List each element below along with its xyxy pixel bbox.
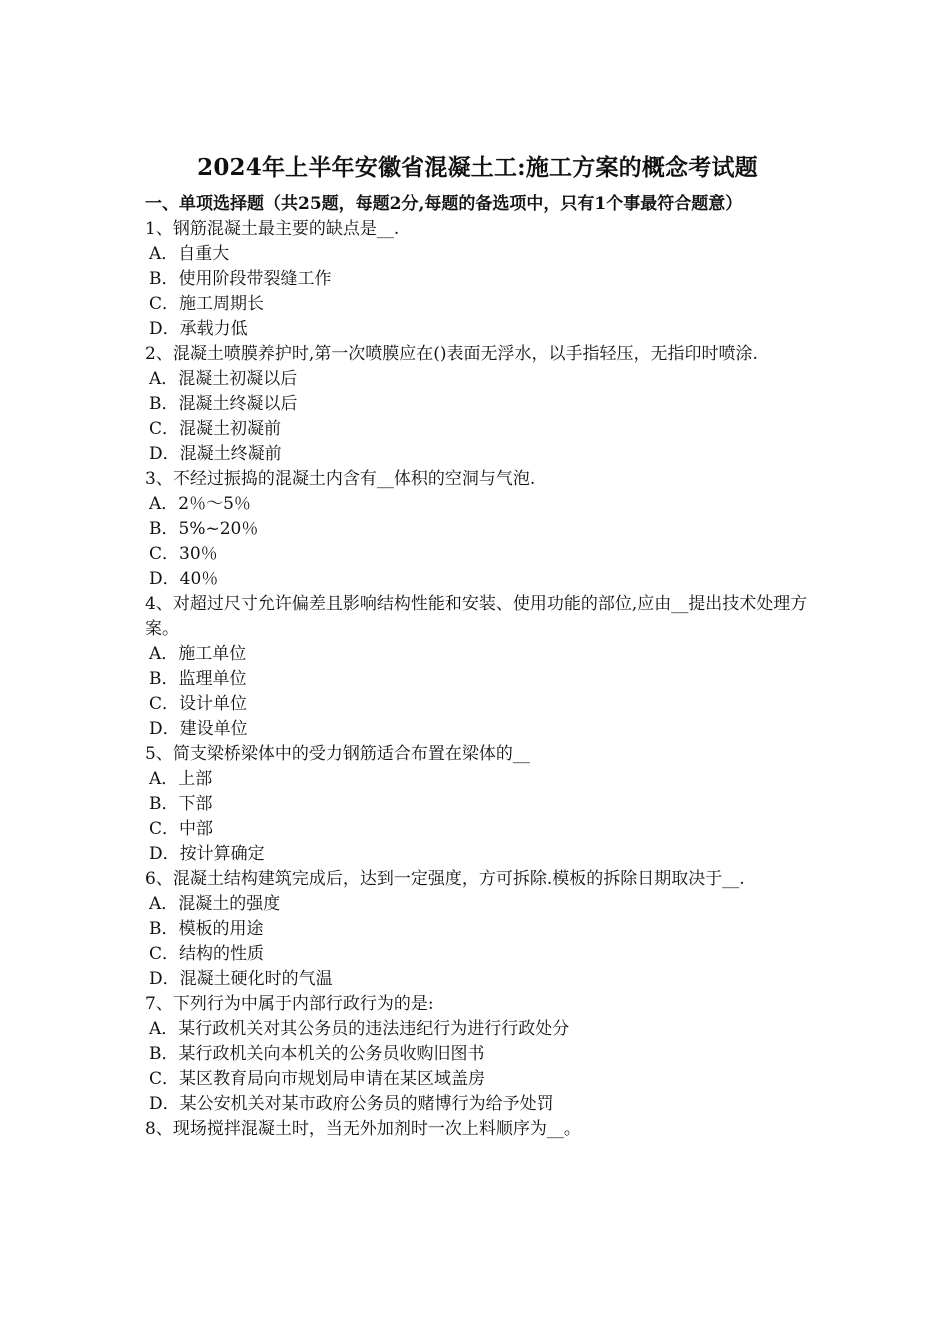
option-letter: B． (149, 519, 179, 539)
option-letter: D． (149, 719, 180, 739)
answer-option (145, 517, 810, 542)
option-letter: C． (149, 544, 180, 564)
question-stem: 3、不经过振捣的混凝土内含有__体积的空洞与气泡. (145, 469, 536, 489)
option-text: 某行政机关对其公务员的违法违纪行为进行行政处分 (178, 1019, 570, 1039)
option-letter: A． (149, 769, 179, 789)
option-letter: C． (149, 819, 180, 839)
option-text: 按计算确定 (179, 844, 265, 864)
question-block (145, 742, 810, 867)
option-text: 混凝土终凝以后 (178, 394, 298, 414)
answer-option (145, 892, 810, 917)
section-heading: 一、单项选择题（共25题，每题2分,每题的备选项中，只有1个事最符合题意） (145, 194, 743, 214)
option-letter: B． (149, 669, 179, 689)
option-letter: A． (149, 369, 179, 389)
option-text: 下部 (178, 794, 213, 814)
option-letter: A． (149, 244, 179, 264)
option-text: 自重大 (178, 244, 230, 264)
option-letter: D． (149, 969, 180, 989)
option-text: 40％ (179, 569, 219, 589)
question-block (145, 217, 810, 342)
question-block (145, 992, 810, 1117)
answer-option (145, 392, 810, 417)
option-text: 施工周期长 (179, 294, 265, 314)
question-stem: 8、现场搅拌混凝土时，当无外加剂时一次上料顺序为__。 (145, 1119, 581, 1139)
option-text: 混凝土终凝前 (179, 444, 282, 464)
option-letter: A． (149, 644, 179, 664)
option-text: 2％～5％ (178, 494, 251, 514)
option-letter: D． (149, 1094, 180, 1114)
option-text: 某区教育局向市规划局申请在某区域盖房 (179, 1069, 486, 1089)
answer-option (145, 417, 810, 442)
answer-option (145, 967, 810, 992)
option-text: 中部 (179, 819, 214, 839)
answer-option (145, 442, 810, 467)
option-text: 施工单位 (178, 644, 247, 664)
answer-option (145, 267, 810, 292)
answer-option (145, 1042, 810, 1067)
answer-option (145, 492, 810, 517)
option-letter: C． (149, 419, 180, 439)
option-text: 承载力低 (179, 319, 248, 339)
answer-option (145, 842, 810, 867)
option-letter: B． (149, 919, 179, 939)
option-letter: C． (149, 944, 180, 964)
option-letter: D． (149, 319, 180, 339)
answer-option (145, 917, 810, 942)
question-block (145, 592, 810, 742)
option-letter: C． (149, 294, 180, 314)
answer-option (145, 667, 810, 692)
answer-option (145, 692, 810, 717)
option-text: 结构的性质 (179, 944, 265, 964)
answer-option (145, 817, 810, 842)
option-letter: C． (149, 694, 180, 714)
option-letter: B． (149, 794, 179, 814)
question-block (145, 1117, 810, 1142)
question-stem: 7、下列行为中属于内部行政行为的是: (145, 994, 434, 1014)
question-block (145, 467, 810, 592)
option-text: 模板的用途 (178, 919, 264, 939)
option-letter: A． (149, 1019, 179, 1039)
option-letter: B． (149, 269, 179, 289)
option-letter: D． (149, 444, 180, 464)
option-letter: A． (149, 894, 179, 914)
option-text: 5%~20％ (178, 519, 259, 539)
answer-option (145, 642, 810, 667)
option-letter: A． (149, 494, 179, 514)
option-text: 某公安机关对某市政府公务员的赌博行为给予处罚 (179, 1094, 554, 1114)
option-text: 上部 (178, 769, 213, 789)
answer-option (145, 292, 810, 317)
answer-option (145, 1092, 810, 1117)
question-list (145, 217, 810, 1142)
option-letter: D． (149, 569, 180, 589)
answer-option (145, 1017, 810, 1042)
option-text: 设计单位 (179, 694, 248, 714)
document-title: 2024年上半年安徽省混凝土工:施工方案的概念考试题 (197, 154, 758, 181)
question-stem: 5、简支梁桥梁体中的受力钢筋适合布置在梁体的__ (145, 744, 530, 764)
option-text: 混凝土的强度 (178, 894, 281, 914)
option-text: 30％ (179, 544, 218, 564)
answer-option (145, 767, 810, 792)
option-letter: D． (149, 844, 180, 864)
option-text: 某行政机关向本机关的公务员收购旧图书 (178, 1044, 485, 1064)
question-stem: 2、混凝土喷膜养护时,第一次喷膜应在()表面无浮水，以手指轻压，无指印时喷涂. (145, 344, 758, 364)
question-stem: 6、混凝土结构建筑完成后，达到一定强度，方可拆除.模板的拆除日期取决于__. (145, 869, 745, 889)
option-text: 混凝土初凝前 (179, 419, 282, 439)
question-block (145, 342, 810, 467)
question-stem: 1、钢筋混凝土最主要的缺点是__. (145, 219, 400, 239)
option-letter: C． (149, 1069, 180, 1089)
option-text: 监理单位 (178, 669, 247, 689)
question-stem: 4、对超过尺寸允许偏差且影响结构性能和安装、使用功能的部位,应由__提出技术处理方案。 (145, 594, 808, 639)
answer-option (145, 942, 810, 967)
option-letter: B． (149, 394, 179, 414)
answer-option (145, 717, 810, 742)
answer-option (145, 567, 810, 592)
option-text: 使用阶段带裂缝工作 (178, 269, 332, 289)
answer-option (145, 542, 810, 567)
answer-option (145, 1067, 810, 1092)
document-content (145, 150, 810, 1142)
option-text: 建设单位 (179, 719, 248, 739)
answer-option (145, 317, 810, 342)
question-block (145, 867, 810, 992)
answer-option (145, 242, 810, 267)
option-text: 混凝土硬化时的气温 (179, 969, 333, 989)
answer-option (145, 792, 810, 817)
option-text: 混凝土初凝以后 (178, 369, 298, 389)
option-letter: B． (149, 1044, 179, 1064)
answer-option (145, 367, 810, 392)
